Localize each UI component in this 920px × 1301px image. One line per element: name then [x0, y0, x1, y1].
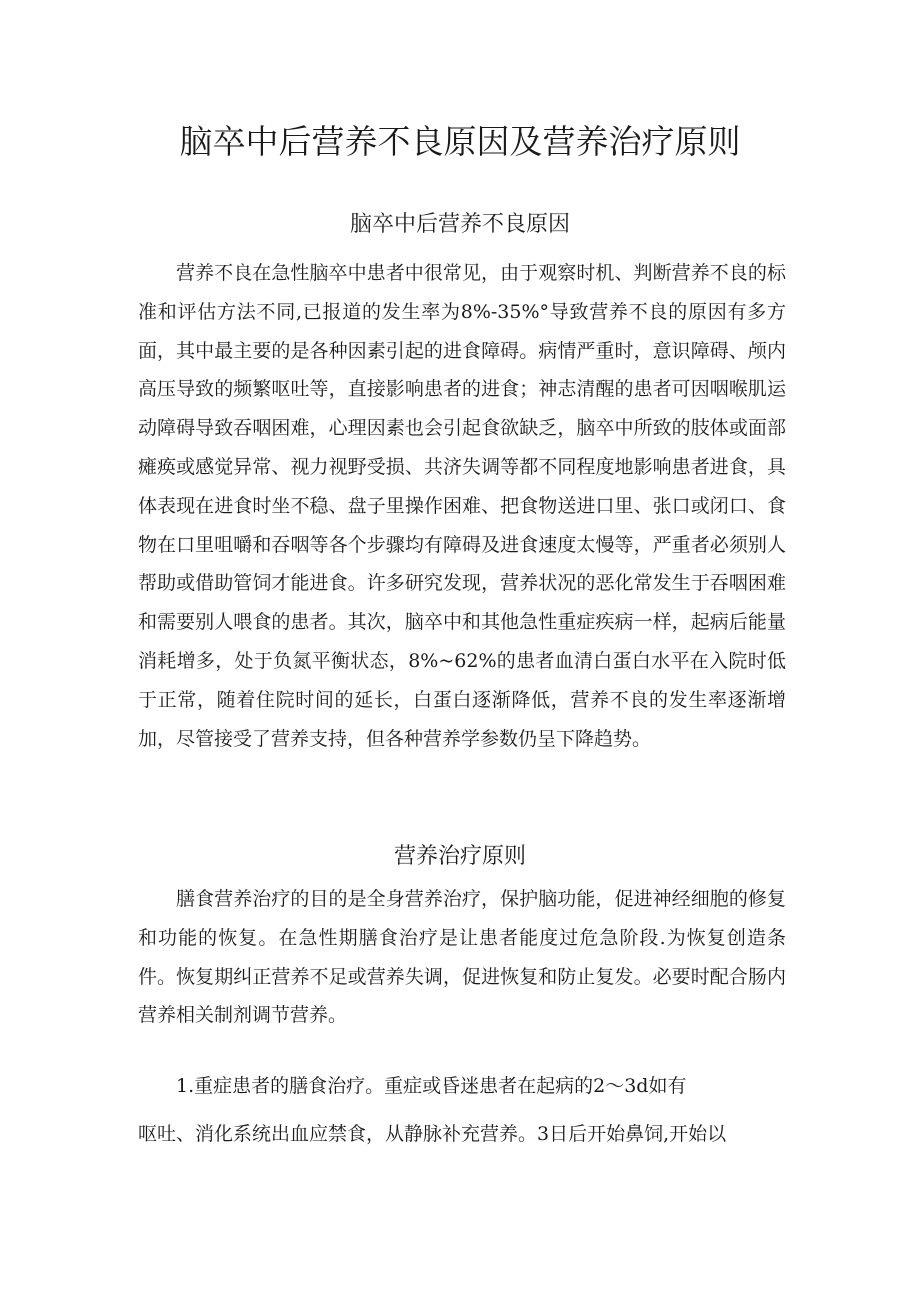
section-heading-principles: 营养治疗原则: [393, 844, 526, 869]
paragraph-principles: 膳食营养治疗的目的是全身营养治疗，保护脑功能，促进神经细胞的修复和功能的恢复。在急性期膳食治疗是让患者能度过危急阶段.为恢复创造条件。恢复期纠正营养不足或营养失调，促进恢复和防止复发。必要时配合肠内营养相关制剂调节营养。: [138, 888, 786, 1027]
paragraph-causes: 营养不良在急性脑卒中患者中很常见，由于观察时机、判断营养不良的标准和评估方法不同,已报道的发生率为8%-35%°导致营养不良的原因有多方面，其中最主要的是各种因素引起的进食障碍。病情严重时，意识障碍、颅内高压导致的频繁呕吐等，直接影响患者的进食；神志清醒的患者可因咽喉肌运动障碍导致吞咽困难，心理因素也会引起食欲缺乏，脑卒中所致的肢体或面部瘫痪或感觉异常、视力视野受损、共济失调等都不同程度地影响患者进食，具体表现在进食时坐不稳、盘子里操作困难、把食物送进口里、张口或闭口、食物在口里咀嚼和吞咽等各个步骤均有障碍及进食速度太慢等，严重者必须别人帮助或借助管饲才能进食。许多研究发现，营养状况的恶化常发生于吞咽困难和需要别人喂食的患者。其次，脑卒中和其他急性重症疾病一样，起病后能量消耗增多，处于负氮平衡状态，8%~62%的患者血清白蛋白水平在入院时低于正常，随着住院时间的延长，白蛋白逐渐降低，营养不良的发生率逐渐增加，尽管接受了营养支持，但各种营养学参数仍呈下降趋势。: [138, 262, 786, 750]
list-item-line: 1.重症患者的膳食治疗。重症或昏迷患者在起病的2～3d如有: [176, 1075, 687, 1097]
section-heading-causes: 脑卒中后营养不良原因: [349, 212, 570, 237]
document-title: 脑卒中后营养不良原因及营养治疗原则: [179, 122, 741, 161]
list-item-line: 呕吐、消化系统出血应禁食，从静脉补充营养。3日后开始鼻饲,开始以: [138, 1123, 727, 1145]
